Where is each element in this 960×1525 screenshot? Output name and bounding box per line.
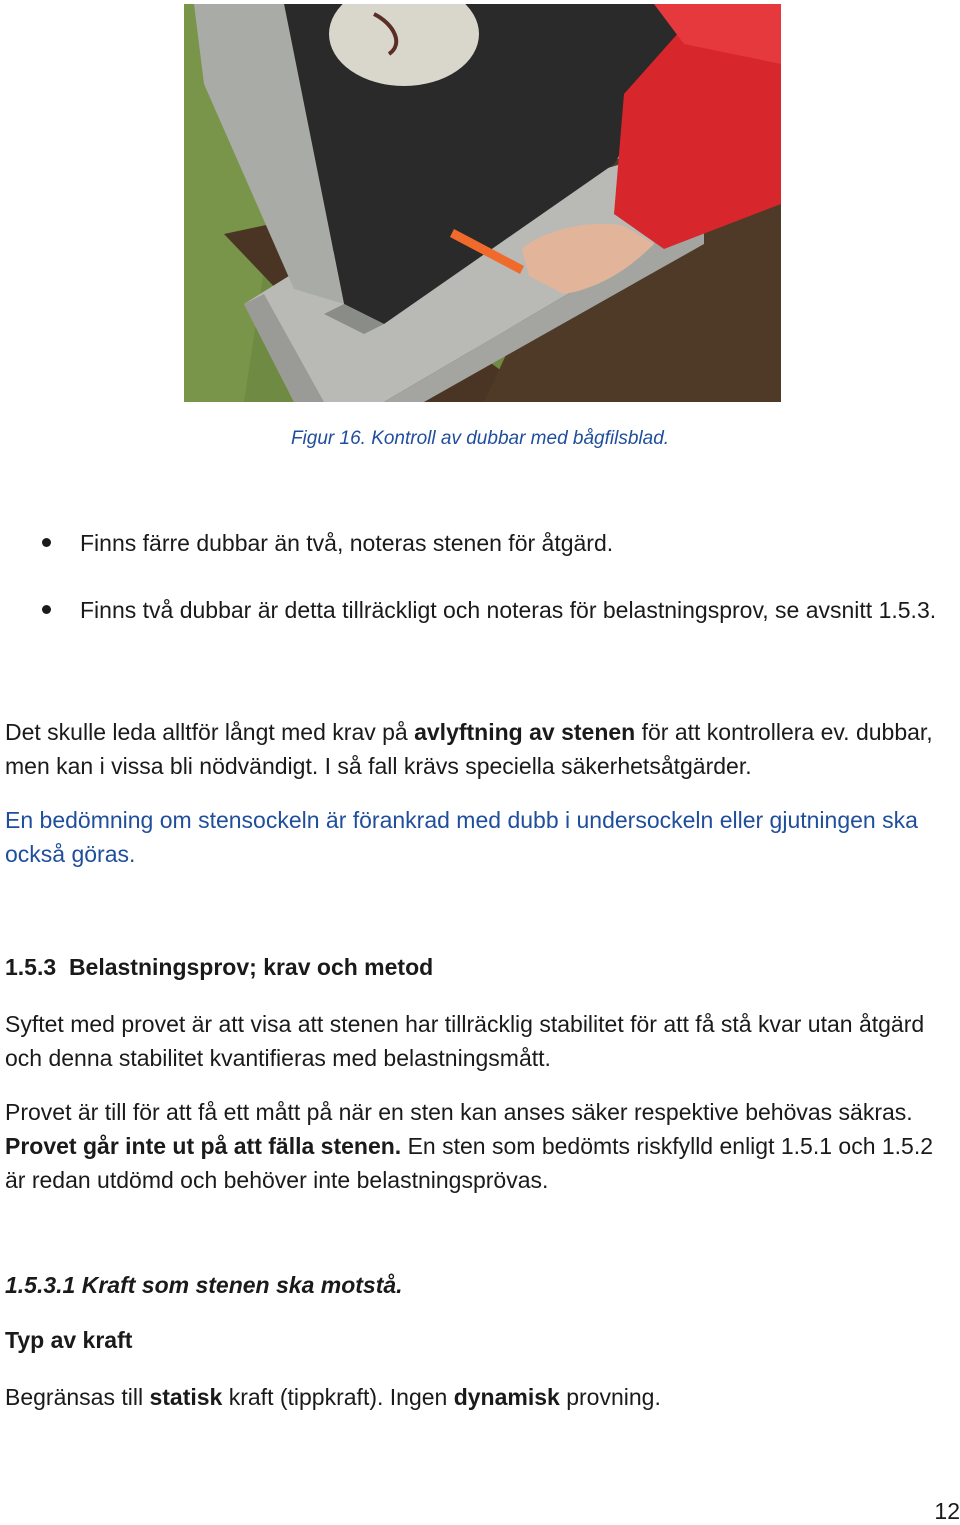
text-run: Provet är till för att få ett mått på när en sten kan anses säker respektive behövas säkras.: [5, 1099, 913, 1125]
text-run: Det skulle leda alltför långt med krav på: [5, 719, 415, 745]
figure-photo: [184, 4, 781, 402]
bullet-dot: [42, 605, 51, 614]
bold-text: avlyftning av stenen: [414, 719, 636, 745]
page-number: 12: [934, 1498, 960, 1524]
text-run: Begränsas till: [5, 1384, 150, 1410]
gravestone-photo-illustration: [184, 4, 781, 402]
text-run: för att kontrollera ev. dubbar, men kan i vissa bli nödvändigt. I så fall krävs speciella säkerhetsåtgärder.: [5, 719, 933, 779]
section-heading: [5, 954, 433, 981]
text-run: provning.: [559, 1384, 661, 1410]
paragraph-test-scope: [5, 1095, 955, 1197]
text-run: En sten som bedömts riskfylld enligt 1.5.1 och 1.5.2 är redan utdömd och behöver inte belastningsprövas.: [5, 1133, 934, 1193]
subheading-force-type: Typ av kraft: [5, 1327, 133, 1353]
figure-caption: Figur 16. Kontroll av dubbar med bågfilsblad.: [290, 428, 670, 449]
subsection-title: Kraft som stenen ska motstå.: [81, 1272, 403, 1298]
section-title: Belastningsprov; krav och metod: [68, 954, 434, 980]
paragraph-assessment: En bedömning om stensockeln är förankrad med dubb i undersockeln eller gjutningen ska också göras.: [5, 807, 918, 867]
paragraph-force-limits: [5, 1380, 955, 1414]
bullet-dot: [42, 538, 51, 547]
bullet-item: Finns färre dubbar än två, noteras stenen för åtgärd.: [80, 530, 614, 556]
paragraph-lifting: [5, 715, 955, 783]
paragraph-purpose: Syftet med provet är att visa att stenen har tillräcklig stabilitet för att få stå kvar utan åtgärd och denna stabilitet kvantifieras med belastningsmått.: [5, 1011, 925, 1071]
section-number: 1.5.3: [5, 954, 57, 980]
bold-text: dynamisk: [453, 1384, 560, 1410]
bullet-item: Finns två dubbar är detta tillräckligt och noteras för belastningsprov, se avsnitt 1.5.3.: [80, 597, 937, 623]
text-run: kraft (tippkraft). Ingen: [222, 1384, 454, 1410]
bold-text: statisk: [149, 1384, 223, 1410]
bold-text: Provet går inte ut på att fälla stenen.: [5, 1133, 402, 1159]
subsection-heading: [5, 1272, 403, 1299]
subsection-number: 1.5.3.1: [5, 1272, 76, 1298]
